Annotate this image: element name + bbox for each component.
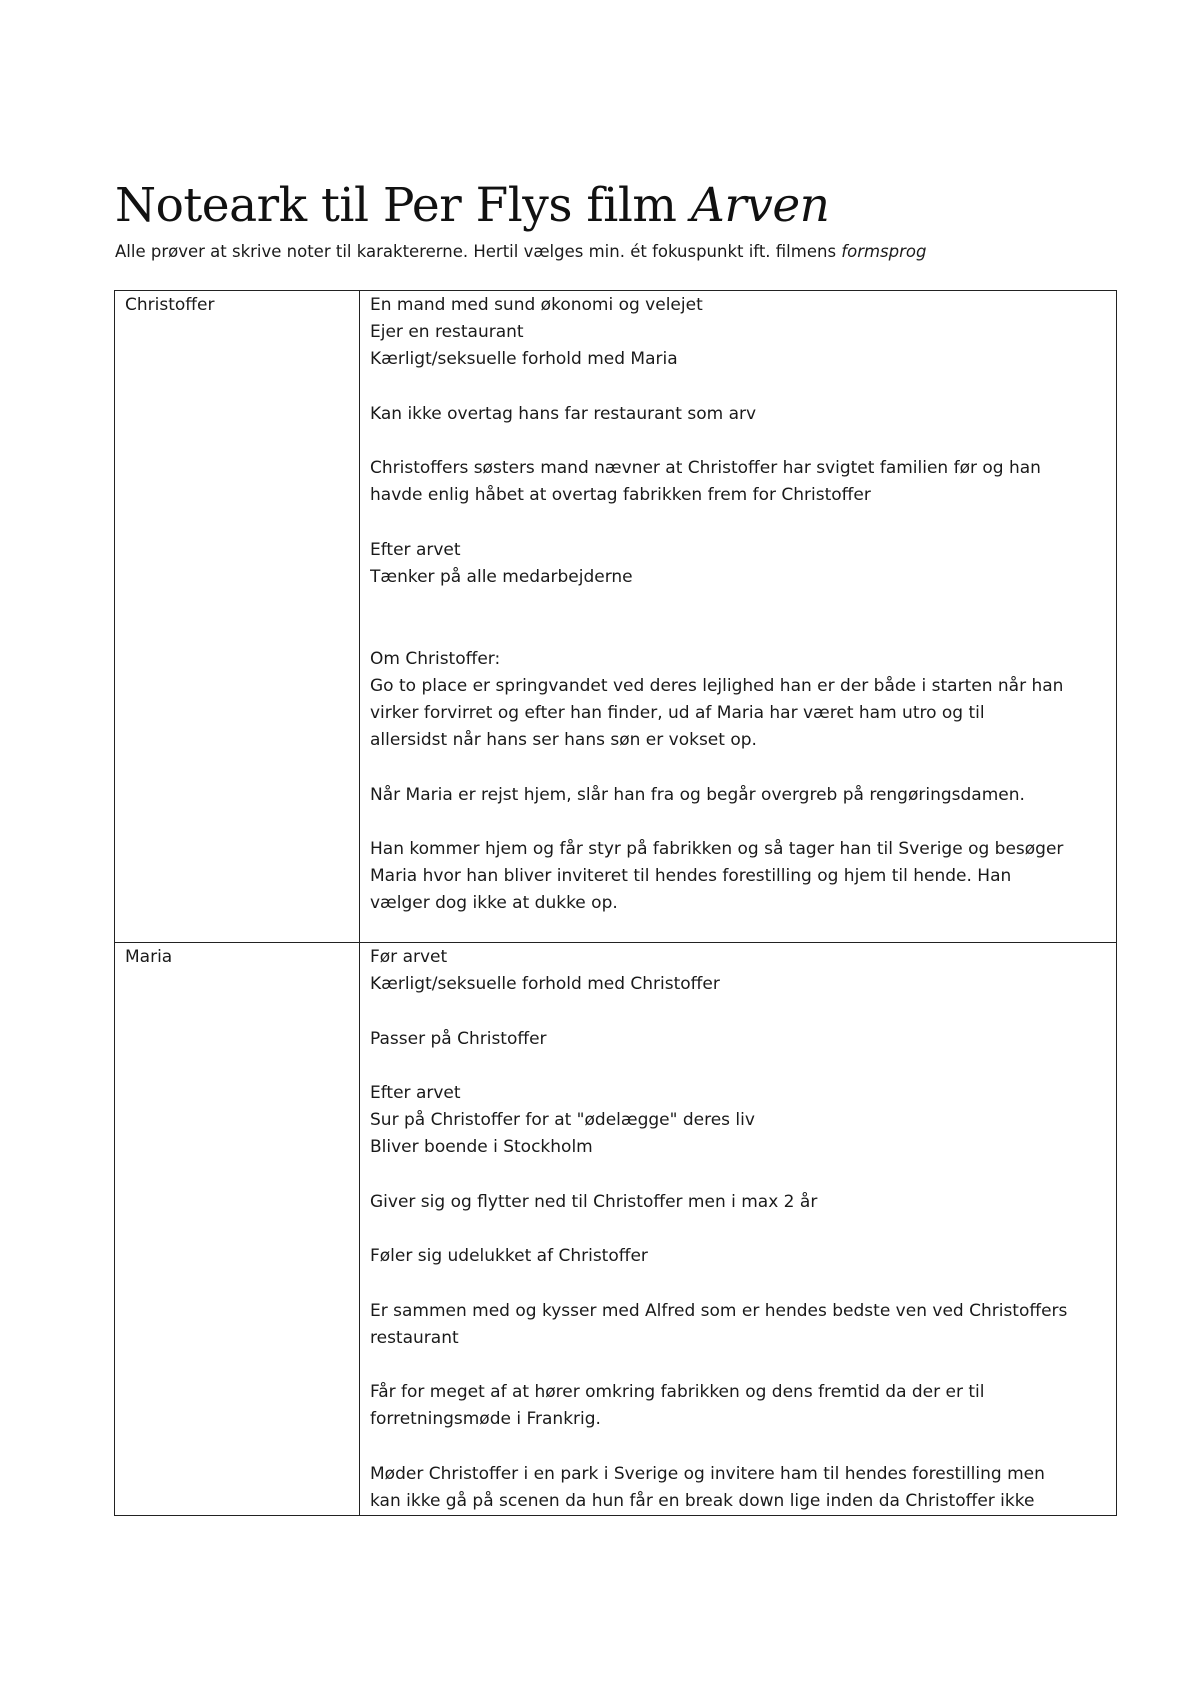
blank-line [370, 510, 1106, 537]
note-line: allersidst når hans ser hans søn er vokset op. [370, 730, 757, 751]
character-name-cell: Maria [115, 943, 360, 1516]
character-notes-table [114, 290, 1117, 1516]
blank-line [370, 374, 1106, 401]
note-line: Kan ikke overtag hans far restaurant som arv [370, 403, 757, 424]
blank-line [370, 1352, 1106, 1379]
note-line: Christoffers søsters mand nævner at Christoffer har svigtet familien før og han [370, 458, 1041, 479]
blank-line [370, 1434, 1106, 1461]
blank-line [370, 809, 1106, 836]
note-line: Kærligt/seksuelle forhold med Maria [370, 349, 678, 370]
note-line: Maria hvor han bliver inviteret til hendes forestilling og hjem til hende. Han [370, 866, 1012, 887]
blank-line [370, 428, 1106, 455]
note-line: Når Maria er rejst hjem, slår han fra og begår overgreb på rengøringsdamen. [370, 784, 1025, 805]
note-line: Tænker på alle medarbejderne [370, 566, 633, 587]
blank-line [370, 1053, 1106, 1080]
note-line: Får for meget af at hører omkring fabrikken og dens fremtid da der er til [370, 1382, 985, 1403]
note-line: havde enlig håbet at overtag fabrikken frem for Christoffer [370, 485, 871, 506]
note-line: virker forvirret og efter han finder, ud af Maria har været ham utro og til [370, 702, 985, 723]
note-line: Efter arvet [370, 539, 461, 560]
subtitle-emphasis: formsprog [841, 242, 927, 261]
note-line: En mand med sund økonomi og velejet [370, 295, 703, 315]
blank-line [370, 618, 1106, 645]
note-line: Go to place er springvandet ved deres lejlighed han er der både i starten når han [370, 675, 1064, 696]
note-line: Bliver boende i Stockholm [370, 1137, 593, 1158]
blank-line [370, 1270, 1106, 1297]
blank-line [370, 591, 1106, 618]
character-name-cell: Christoffer [115, 291, 360, 943]
note-line: forretningsmøde i Frankrig. [370, 1409, 601, 1430]
note-line: Kærligt/seksuelle forhold med Christoffer [370, 974, 720, 995]
note-line: Sur på Christoffer for at "ødelægge" deres liv [370, 1110, 755, 1131]
character-notes-cell [360, 943, 1117, 1516]
note-line: Er sammen med og kysser med Alfred som er hendes bedste ven ved Christoffers [370, 1300, 1068, 1321]
note-line: Føler sig udelukket af Christoffer [370, 1246, 648, 1267]
table-row [115, 291, 1117, 943]
blank-line [370, 1216, 1106, 1243]
blank-line [370, 754, 1106, 781]
note-line: restaurant [370, 1327, 459, 1348]
page-title [115, 176, 829, 236]
note-line: Før arvet [370, 947, 448, 967]
title-main-text: Noteark til Per Flys film [115, 178, 691, 233]
note-line: Efter arvet [370, 1082, 461, 1103]
blank-line [370, 1162, 1106, 1189]
title-film-name: Arven [690, 178, 830, 233]
note-line: Han kommer hjem og får styr på fabrikken og så tager han til Sverige og besøger [370, 838, 1064, 859]
note-line: kan ikke gå på scenen da hun får en break down lige inden da Christoffer ikke [370, 1490, 1035, 1511]
character-notes-cell [360, 291, 1117, 943]
page-subtitle [115, 240, 926, 264]
note-line: Giver sig og flytter ned til Christoffer men i max 2 år [370, 1191, 818, 1212]
note-line: Ejer en restaurant [370, 322, 524, 343]
note-line: Møder Christoffer i en park i Sverige og invitere ham til hendes forestilling men [370, 1463, 1045, 1484]
table-row [115, 943, 1117, 1516]
note-line: Om Christoffer: [370, 648, 501, 669]
note-line: Passer på Christoffer [370, 1028, 547, 1049]
blank-line [370, 998, 1106, 1025]
note-line: vælger dog ikke at dukke op. [370, 893, 618, 914]
subtitle-main-text: Alle prøver at skrive noter til karaktererne. Hertil vælges min. ét fokuspunkt ift. filmens [115, 242, 842, 261]
